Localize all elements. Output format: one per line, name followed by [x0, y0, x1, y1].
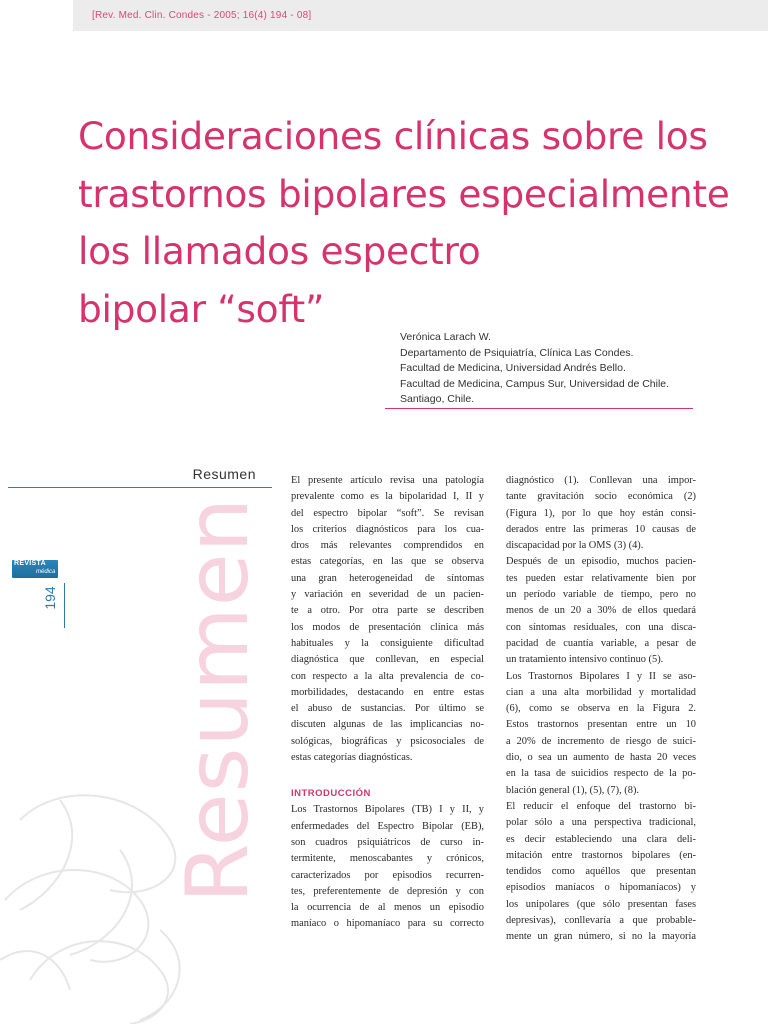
text-column-right	[506, 473, 696, 946]
text-line: tante gravitación socio económica (2)	[506, 491, 696, 503]
text-line: es decir estableciendo una clara deli-	[506, 833, 696, 845]
logo-text: REVISTA	[14, 560, 46, 567]
text-line: una gran heterogeneidad de síntomas	[291, 572, 484, 584]
resumen-watermark: Resumen	[168, 496, 268, 904]
section-label: Resumen	[192, 466, 256, 482]
text-line: los unipolares (que sólo presentan fases	[506, 898, 696, 910]
body-paragraph	[506, 554, 696, 668]
text-line: Los Trastornos Bipolares (TB) I y II, y	[291, 804, 484, 816]
text-line: pacidad de cuantía variable, a pesar de	[506, 637, 696, 649]
text-line: la ocurrencia de al menos un episodio	[291, 902, 484, 914]
abstract-paragraph	[291, 473, 484, 766]
text-line: los modos de presentación clínica más	[291, 621, 484, 633]
text-line: dros más relevantes comprendidos en	[291, 540, 484, 552]
text-line: Después de un episodio, muchos pacien-	[506, 556, 696, 568]
affiliation-line: Facultad de Medicina, Universidad Andrés Bello.	[400, 362, 626, 374]
section-divider	[8, 487, 272, 488]
text-line: termitente, menoscabantes y crónicos,	[291, 853, 484, 865]
text-line: el abuso de sustancias. Por último se	[291, 703, 484, 715]
text-line: te a otro. Por otra parte se describen	[291, 605, 484, 617]
text-line: dio, o sea un aumento de hasta 20 veces	[506, 752, 696, 764]
text-line: a 20% de incremento de riesgo de suici-	[506, 735, 696, 747]
text-line: con síntomas residuales, con una disca-	[506, 621, 696, 633]
text-line: y variación en severidad de un pacien-	[291, 589, 484, 601]
text-line: (6), como se observa en la Figura 2.	[506, 703, 696, 715]
text-line: depresivas), conllevaría a que probable-	[506, 915, 696, 927]
author-affiliation	[400, 330, 700, 408]
body-paragraph	[506, 669, 696, 799]
intro-paragraph	[291, 802, 484, 932]
text-line: sológicas, biográficas y psicosociales de	[291, 735, 484, 747]
body-paragraph	[506, 799, 696, 946]
text-line: habituales y la consiguiente dificultad	[291, 637, 484, 649]
section-heading-introduccion: INTRODUCCIÓN	[291, 788, 371, 800]
text-line: estas categorías diagnósticas.	[291, 752, 413, 764]
text-line: son cuadros psiquiátricos de curso in-	[291, 836, 484, 848]
affiliation-line: Santiago, Chile.	[400, 393, 475, 405]
text-line: del espectro bipolar “soft”. Se revisan	[291, 507, 484, 519]
journal-logo	[12, 560, 58, 578]
affiliation-divider	[385, 408, 693, 409]
article-title	[78, 108, 730, 338]
text-line: discuten algunas de las implicancias no-	[291, 719, 484, 731]
title-line: bipolar “soft”	[78, 286, 325, 331]
affiliation-line: Facultad de Medicina, Campus Sur, Universidad de Chile.	[400, 377, 670, 390]
text-line: mitación entre trastornos bipolares (en-	[506, 849, 696, 861]
journal-citation: [Rev. Med. Clin. Condes - 2005; 16(4) 194 - 08]	[92, 10, 312, 21]
title-line: los llamados espectro	[78, 229, 481, 273]
text-line: episodios maníacos o hipomaníacos) y	[506, 882, 696, 894]
text-line: los criterios diagnósticos para los cua-	[291, 523, 484, 535]
text-line: El presente artículo revisa una patología	[291, 475, 484, 486]
text-line: diagnóstica que conllevan, en especial	[291, 654, 484, 666]
title-line: trastornos bipolares especialmente	[78, 171, 730, 216]
text-line: cian a una alta morbilidad y mortalidad	[506, 686, 696, 698]
text-line: discapacidad por la OMS (3) (4).	[506, 540, 644, 552]
text-line: El reducir el enfoque del trastorno bi-	[506, 800, 696, 812]
text-line: Los Trastornos Bipolares I y II se aso-	[506, 670, 696, 682]
text-line: tendidos como aquéllos que presentan	[506, 866, 696, 878]
text-line: tes, preferentemente de depresión y con	[291, 885, 484, 897]
text-line: con respecto a la alta prevalencia de co-	[291, 670, 484, 682]
decorative-swirl-graphic	[0, 780, 230, 1024]
affiliation-line: Departamento de Psiquiatría, Clínica Las Condes.	[400, 346, 634, 359]
page-number-rule	[64, 583, 65, 628]
text-line: un período variable de tiempo, pero no	[506, 589, 696, 601]
body-paragraph	[506, 473, 696, 554]
text-line: tes pueden estar relativamente bien por	[506, 572, 696, 584]
text-line: maníaco o hipomaníaco para su correcto	[291, 918, 484, 930]
text-line: mente un gran número, si no la mayoría	[506, 931, 696, 943]
text-line: menos de un 20 a 30% de ellos quedará	[506, 605, 696, 617]
text-line: enfermedades del Espectro Bipolar (EB),	[291, 820, 484, 832]
text-line: derados entre las primeras 10 causas de	[506, 523, 696, 535]
logo-subtext: médica	[36, 569, 56, 575]
text-line: morbilidades, destacando en entre estas	[291, 686, 484, 698]
text-line: en la tasa de suicidios respecto de la po-	[506, 768, 696, 780]
page-number: 194	[42, 586, 58, 610]
text-line: polar sólo a una perspectiva tradicional,	[506, 817, 696, 829]
title-line: Consideraciones clínicas sobre los	[78, 114, 708, 158]
text-line: Estos trastornos presentan entre un 10	[506, 719, 696, 731]
text-line: diagnóstico (1). Conllevan una impor-	[506, 475, 696, 486]
author-name: Verónica Larach W.	[400, 331, 492, 343]
text-column-left	[291, 473, 484, 933]
text-line: estas categorías, en las que se observa	[291, 556, 484, 568]
text-line: un tratamiento intensivo continuo (5).	[506, 654, 664, 666]
text-line: (Figura 1), por lo que hoy están consi-	[506, 507, 696, 519]
text-line: caracterizados por episodios recurren-	[291, 869, 484, 881]
text-line: blación general (1), (5), (7), (8).	[506, 784, 639, 796]
text-line: prevalente como es la bipolaridad I, II y	[291, 491, 484, 503]
